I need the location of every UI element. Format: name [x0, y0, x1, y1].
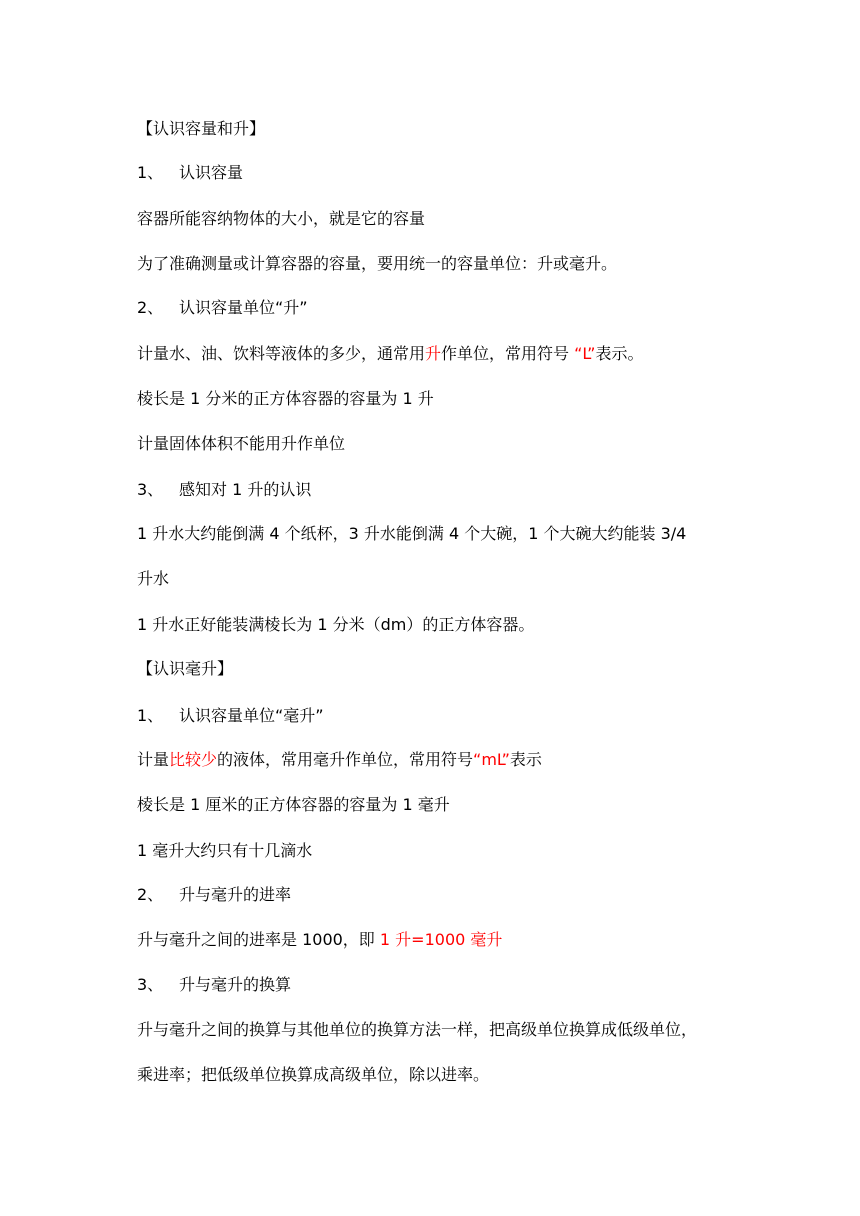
highlight-text: 升 — [425, 344, 442, 363]
highlight-text: “L” — [574, 344, 596, 363]
item-title: 认识容量 — [179, 163, 244, 182]
item-title: 认识容量单位“升” — [179, 298, 308, 317]
paragraph: 为了准确测量或计算容器的容量，要用统一的容量单位：升或毫升。 — [137, 254, 618, 273]
item-title: 感知对 1 升的认识 — [179, 480, 312, 499]
item-title: 认识容量单位“毫升” — [179, 706, 324, 725]
paragraph-milliliter-symbol — [137, 748, 737, 772]
paragraph: 容器所能容纳物体的大小，就是它的容量 — [137, 209, 426, 228]
paragraph-continued: 升水 — [137, 569, 170, 588]
paragraph: 升与毫升之间的换算与其他单位的换算方法一样，把高级单位换算成低级单位， — [137, 1020, 698, 1039]
item-heading-perceive — [137, 478, 737, 502]
item-number: 1、 — [137, 163, 164, 182]
paragraph: 棱长是 1 分米的正方体容器的容量为 1 升 — [137, 389, 434, 408]
text-run: 表示 — [509, 750, 542, 769]
section-heading-milliliter: 【认识毫升】 — [137, 659, 234, 678]
paragraph-liter-symbol — [137, 342, 737, 366]
paragraph: 1 毫升大约只有十几滴水 — [137, 841, 313, 860]
text-run: 表示。 — [595, 344, 644, 363]
paragraph: 棱长是 1 厘米的正方体容器的容量为 1 毫升 — [137, 795, 450, 814]
paragraph: 1 升水正好能装满棱长为 1 分米（dm）的正方体容器。 — [137, 615, 535, 634]
item-heading-capacity — [137, 161, 737, 185]
text-run: 计量水、油、饮料等液体的多少，通常用 — [137, 344, 426, 363]
text-run: 计量 — [137, 750, 170, 769]
item-title: 升与毫升的换算 — [179, 975, 292, 994]
text-run: 升与毫升之间的进率是 1000，即 — [137, 930, 375, 949]
section-heading-liter: 【认识容量和升】 — [137, 119, 266, 138]
paragraph-continued: 乘进率；把低级单位换算成高级单位，除以进率。 — [137, 1065, 490, 1084]
item-heading-rate — [137, 883, 737, 907]
paragraph-conversion-rate — [137, 928, 737, 952]
item-heading-conversion — [137, 973, 737, 997]
highlight-text: 1 升=1000 毫升 — [379, 930, 503, 949]
item-number: 3、 — [137, 480, 164, 499]
item-number: 2、 — [137, 298, 164, 317]
text-run: 的液体，常用毫升作单位，常用符号 — [217, 750, 474, 769]
paragraph: 1 升水大约能倒满 4 个纸杯，3 升水能倒满 4 个大碗，1 个大碗大约能装 3/4 — [137, 524, 687, 543]
item-title: 升与毫升的进率 — [179, 885, 292, 904]
item-heading-milliliter-unit — [137, 704, 737, 728]
item-number: 1、 — [137, 706, 164, 725]
text-run: 作单位，常用符号 — [441, 344, 570, 363]
paragraph: 计量固体体积不能用升作单位 — [137, 434, 346, 453]
item-number: 3、 — [137, 975, 164, 994]
item-heading-liter-unit — [137, 296, 737, 320]
highlight-text: 比较少 — [169, 750, 218, 769]
item-number: 2、 — [137, 885, 164, 904]
highlight-text: “mL” — [473, 750, 510, 769]
